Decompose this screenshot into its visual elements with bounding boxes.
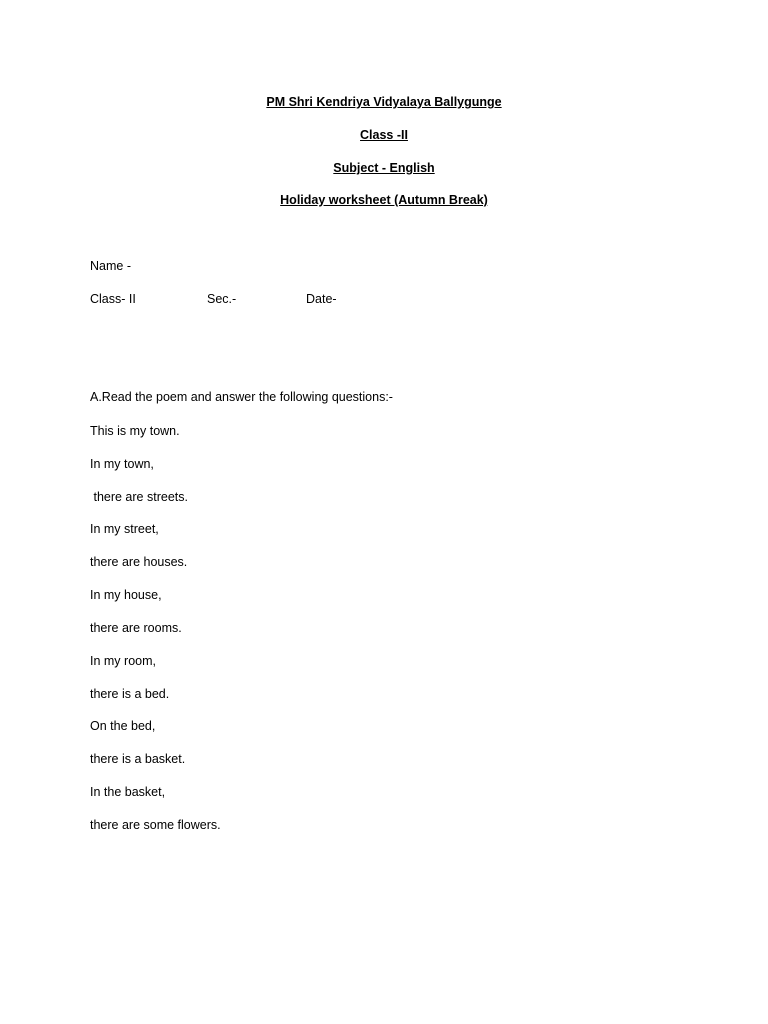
class-heading: Class -II — [360, 128, 408, 142]
poem-line: there is a basket. — [90, 752, 186, 766]
poem-line: In my room, — [90, 654, 156, 668]
class-label: Class- II — [90, 292, 136, 306]
subject-heading: Subject - English — [333, 161, 435, 175]
worksheet-title: Holiday worksheet (Autumn Break) — [280, 193, 488, 207]
poem-line: In my house, — [90, 588, 162, 602]
section-a-instruction: A.Read the poem and answer the following questions:- — [90, 390, 393, 404]
name-label: Name - — [90, 259, 131, 273]
poem-line: In my street, — [90, 522, 159, 536]
poem-line: there are streets. — [90, 490, 188, 504]
poem-line: there are some flowers. — [90, 818, 221, 832]
poem-line: there are houses. — [90, 555, 188, 569]
poem-line: In my town, — [90, 457, 154, 471]
section-label: Sec.- — [207, 292, 237, 306]
school-name-heading: PM Shri Kendriya Vidyalaya Ballygunge — [266, 95, 502, 109]
poem-line: there are rooms. — [90, 621, 182, 635]
poem-line: there is a bed. — [90, 687, 170, 701]
poem-line: This is my town. — [90, 424, 180, 438]
poem-line: On the bed, — [90, 719, 156, 733]
poem-line: In the basket, — [90, 785, 166, 799]
date-label: Date- — [306, 292, 337, 306]
